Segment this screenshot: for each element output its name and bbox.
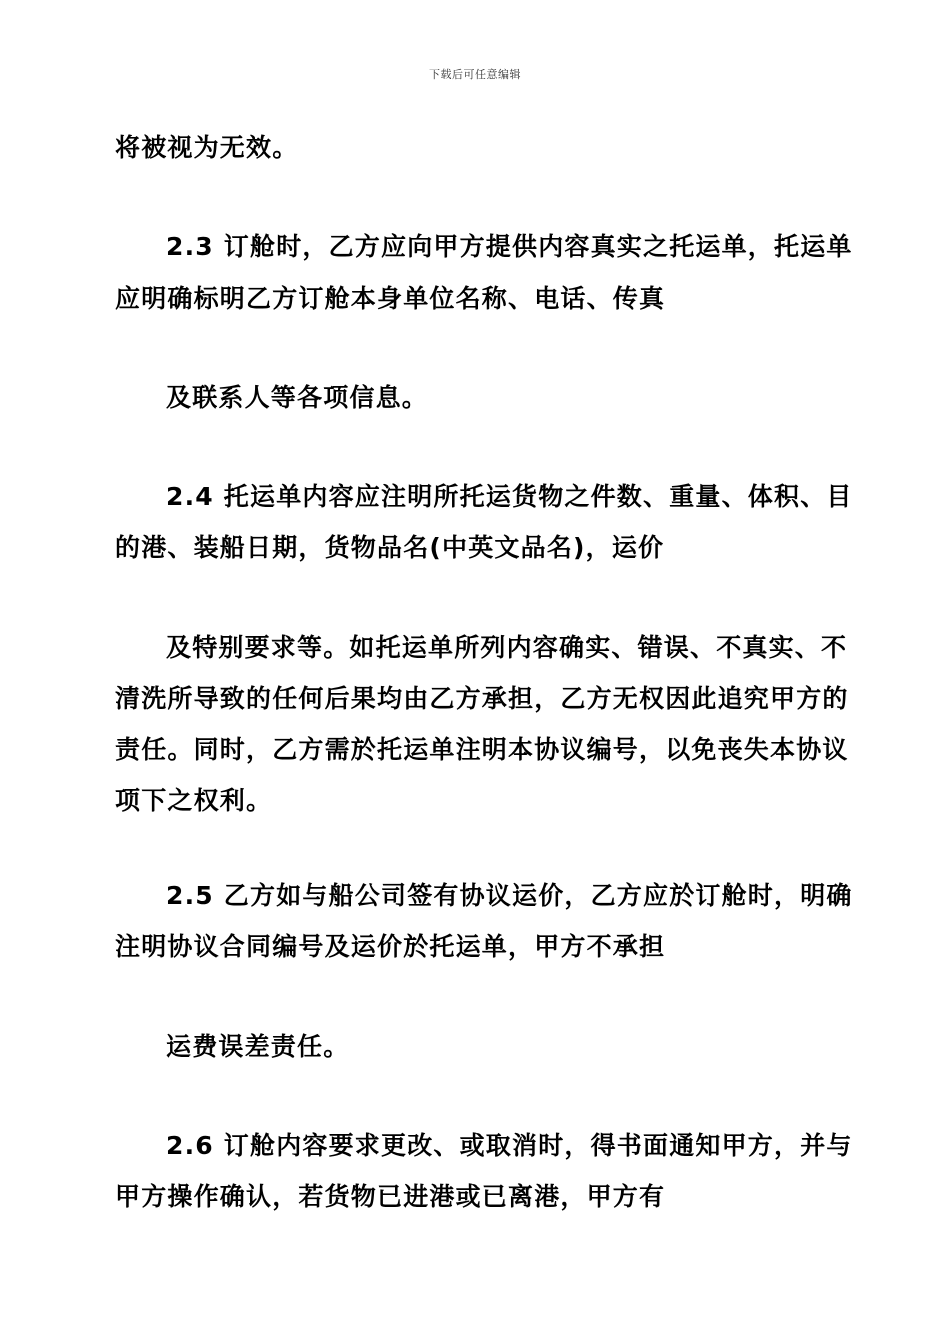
clause-2-4-line-1: 2.4 托运单内容应注明所托运货物之件数、重量、体积、目	[166, 482, 853, 511]
clause-2-4-line-2: 的港、装船日期，货物品名(中英文品名)，运价	[115, 533, 665, 562]
clause-2-4-line-5: 责任。同时，乙方需於托运单注明本协议编号，以免丧失本协议	[115, 735, 849, 764]
clause-2-5-line-3: 运费误差责任。	[166, 1032, 350, 1061]
page-header: 下载后可任意编辑	[429, 68, 521, 81]
text-line: 将被视为无效。	[115, 133, 299, 162]
clause-2-6-line-2: 甲方操作确认，若货物已进港或已离港，甲方有	[115, 1182, 666, 1211]
clause-2-3-line-2: 应明确标明乙方订舱本身单位名称、电话、传真	[115, 284, 666, 313]
clause-2-4-line-4: 清洗所导致的任何后果均由乙方承担，乙方无权因此追究甲方的	[115, 684, 849, 713]
clause-2-5-line-1: 2.5 乙方如与船公司签有协议运价，乙方应於订舱时，明确	[166, 881, 853, 910]
clause-2-5-line-2: 注明协议合同编号及运价於托运单，甲方不承担	[115, 932, 666, 961]
clause-2-3-line-3: 及联系人等各项信息。	[166, 383, 429, 412]
clause-2-4-line-6: 项下之权利。	[115, 786, 273, 815]
clause-2-6-line-1: 2.6 订舱内容要求更改、或取消时，得书面通知甲方，并与	[166, 1131, 853, 1160]
clause-2-3-line-1: 2.3 订舱时，乙方应向甲方提供内容真实之托运单，托运单	[166, 232, 853, 261]
clause-2-4-line-3: 及特别要求等。如托运单所列内容确实、错误、不真实、不	[166, 633, 848, 662]
